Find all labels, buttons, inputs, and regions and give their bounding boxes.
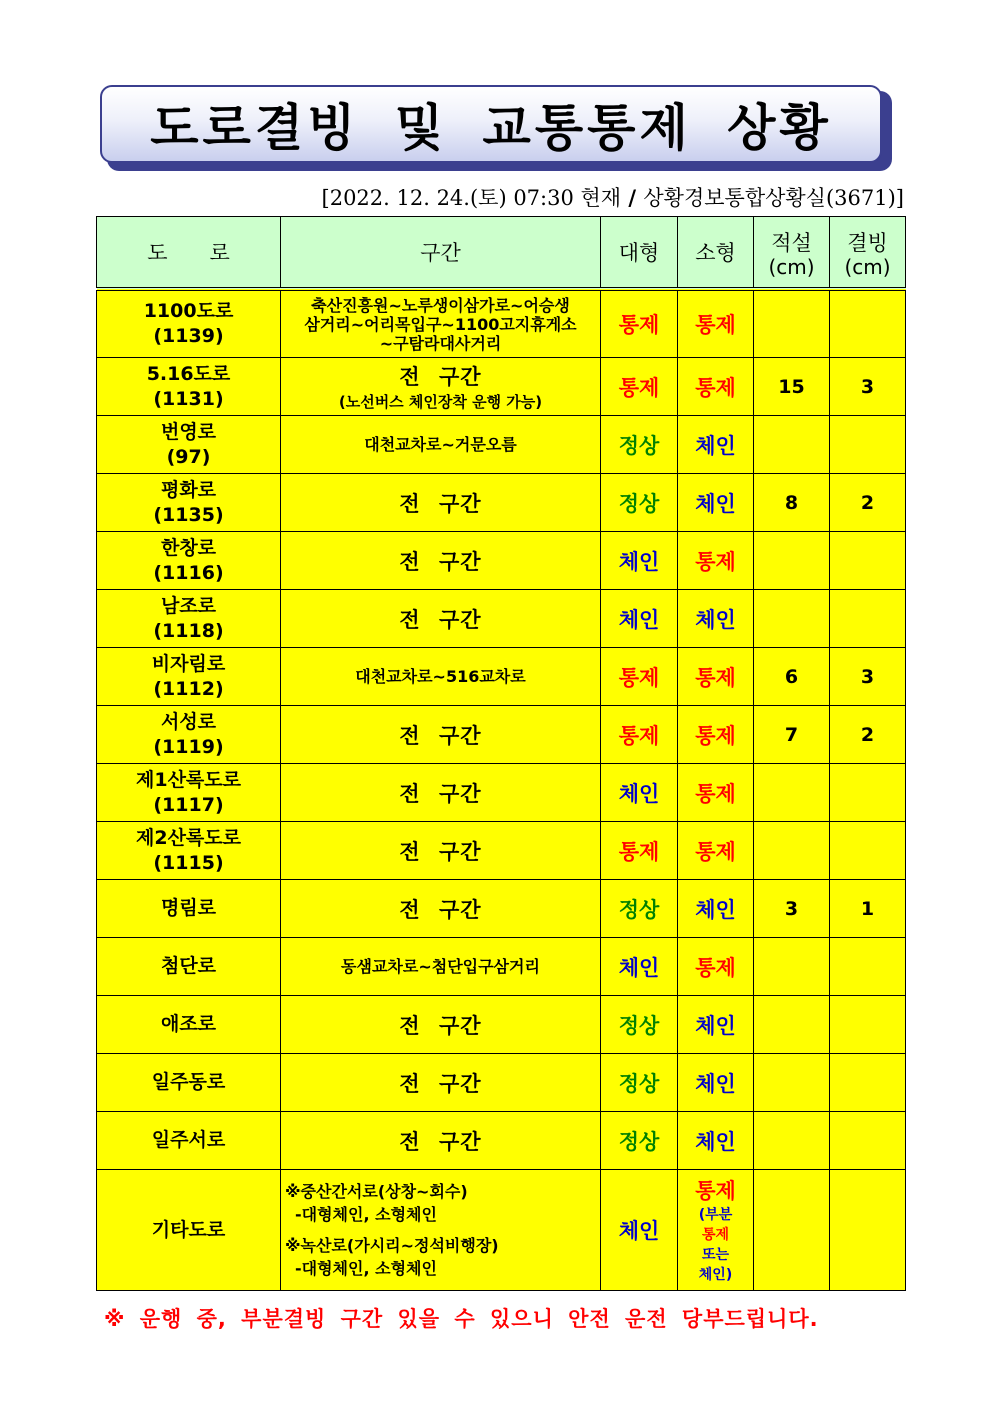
ice-depth bbox=[830, 532, 906, 590]
snow-depth: 7 bbox=[754, 706, 830, 764]
small-status-note: 체인) bbox=[698, 1267, 733, 1283]
section-line: -대형체인, 소형체인 bbox=[295, 1259, 437, 1278]
small-status: 통제 bbox=[678, 822, 754, 880]
road-name: 1100도로 bbox=[143, 300, 234, 322]
small-status: 체인 bbox=[678, 1054, 754, 1112]
small-status-note: (부분 bbox=[698, 1207, 733, 1223]
table-row bbox=[97, 474, 906, 532]
road-cell bbox=[97, 706, 281, 764]
large-status: 통제 bbox=[601, 648, 678, 706]
table-row bbox=[97, 880, 906, 938]
table-row bbox=[97, 416, 906, 474]
large-status: 체인 bbox=[601, 1170, 678, 1291]
road-cell: 명림로 bbox=[97, 880, 281, 938]
section-cell: 전 구간 bbox=[281, 1054, 601, 1112]
section-line: ※중산간서로(상창~회수) bbox=[285, 1182, 468, 1201]
road-code: (1115) bbox=[153, 851, 224, 874]
section-cell bbox=[281, 358, 601, 416]
section-cell: 대천교차로~거문오름 bbox=[281, 416, 601, 474]
ice-depth bbox=[830, 590, 906, 648]
small-status: 통제 bbox=[678, 648, 754, 706]
road-cell bbox=[97, 590, 281, 648]
section-note: (노선버스 체인장착 운행 가능) bbox=[338, 393, 543, 411]
road-code: (97) bbox=[166, 445, 211, 468]
snow-depth: 15 bbox=[754, 358, 830, 416]
dateline bbox=[96, 182, 904, 212]
table-row bbox=[97, 996, 906, 1054]
section-cell: 전 구간 bbox=[281, 474, 601, 532]
header-section: 구간 bbox=[281, 217, 601, 290]
section-cell: 전 구간 bbox=[281, 996, 601, 1054]
road-name: 번영로 bbox=[160, 420, 217, 443]
large-status: 체인 bbox=[601, 764, 678, 822]
snow-depth bbox=[754, 289, 830, 358]
road-name: 평화로 bbox=[160, 478, 217, 501]
large-status: 정상 bbox=[601, 996, 678, 1054]
table-row bbox=[97, 532, 906, 590]
road-code: (1119) bbox=[153, 735, 224, 758]
header-ice bbox=[830, 217, 906, 290]
road-code: (1135) bbox=[153, 503, 224, 526]
road-cell bbox=[97, 822, 281, 880]
table-row bbox=[97, 590, 906, 648]
road-cell: 기타도로 bbox=[97, 1170, 281, 1291]
section-cell: 전 구간 bbox=[281, 532, 601, 590]
ice-depth bbox=[830, 1112, 906, 1170]
header-snow-label: 적설 bbox=[771, 231, 812, 255]
section-cell: 동샘교차로~첨단입구삼거리 bbox=[281, 938, 601, 996]
safety-notice: ※ 운행 중, 부분결빙 구간 있을 수 있으니 안전 운전 당부드립니다. bbox=[104, 1307, 819, 1331]
road-cell bbox=[97, 416, 281, 474]
dateline-date: [2022. 12. 24.(토) 07:30 현재 bbox=[321, 186, 622, 210]
road-cell: 첨단로 bbox=[97, 938, 281, 996]
section-cell: 대천교차로~516교차로 bbox=[281, 648, 601, 706]
ice-depth bbox=[830, 289, 906, 358]
road-code: (1117) bbox=[153, 793, 224, 816]
road-code: (1112) bbox=[153, 677, 224, 700]
title-box bbox=[100, 85, 882, 163]
ice-depth bbox=[830, 938, 906, 996]
large-status: 정상 bbox=[601, 1054, 678, 1112]
large-status: 정상 bbox=[601, 416, 678, 474]
small-status-note: 통제 bbox=[701, 1227, 730, 1243]
large-status: 통제 bbox=[601, 706, 678, 764]
large-status: 정상 bbox=[601, 474, 678, 532]
snow-depth bbox=[754, 532, 830, 590]
ice-depth bbox=[830, 996, 906, 1054]
header-ice-label: 결빙 bbox=[847, 231, 888, 255]
ice-depth bbox=[830, 416, 906, 474]
snow-depth: 8 bbox=[754, 474, 830, 532]
ice-depth bbox=[830, 822, 906, 880]
section-cell: 전 구간 bbox=[281, 1112, 601, 1170]
table-row bbox=[97, 1170, 906, 1291]
section-line: 삼거리~어리목입구~1100고지휴게소 bbox=[304, 314, 577, 334]
road-status-table bbox=[96, 216, 906, 1291]
small-status-note: 또는 bbox=[701, 1247, 730, 1263]
section-gap bbox=[285, 1226, 600, 1234]
header-road: 도 로 bbox=[97, 217, 281, 290]
large-status: 통제 bbox=[601, 822, 678, 880]
ice-depth: 3 bbox=[830, 648, 906, 706]
road-name: 제1산록도로 bbox=[136, 768, 241, 791]
ice-depth: 3 bbox=[830, 358, 906, 416]
ice-depth bbox=[830, 764, 906, 822]
road-cell: 애조로 bbox=[97, 996, 281, 1054]
large-status: 정상 bbox=[601, 880, 678, 938]
large-status: 체인 bbox=[601, 532, 678, 590]
section-cell bbox=[281, 1170, 601, 1291]
snow-depth: 6 bbox=[754, 648, 830, 706]
table-row bbox=[97, 764, 906, 822]
small-status: 통제 bbox=[678, 938, 754, 996]
snow-depth bbox=[754, 822, 830, 880]
table-row bbox=[97, 1054, 906, 1112]
road-name: 한창로 bbox=[160, 536, 217, 559]
snow-depth bbox=[754, 996, 830, 1054]
road-name: 5.16도로 bbox=[146, 362, 231, 385]
ice-depth: 2 bbox=[830, 474, 906, 532]
large-status: 정상 bbox=[601, 1112, 678, 1170]
road-cell bbox=[97, 764, 281, 822]
snow-depth: 3 bbox=[754, 880, 830, 938]
snow-depth bbox=[754, 938, 830, 996]
header-ice-unit: (cm) bbox=[844, 255, 891, 279]
ice-depth bbox=[830, 1170, 906, 1291]
section-cell bbox=[281, 289, 601, 358]
section-cell: 전 구간 bbox=[281, 590, 601, 648]
road-code: (1139) bbox=[153, 325, 224, 347]
road-name: 서성로 bbox=[160, 710, 217, 733]
small-status: 체인 bbox=[678, 474, 754, 532]
road-cell bbox=[97, 358, 281, 416]
snow-depth bbox=[754, 590, 830, 648]
road-code: (1131) bbox=[153, 387, 224, 410]
header-snow bbox=[754, 217, 830, 290]
snow-depth bbox=[754, 1170, 830, 1291]
small-status: 체인 bbox=[678, 590, 754, 648]
ice-depth: 2 bbox=[830, 706, 906, 764]
small-status: 통제 bbox=[678, 358, 754, 416]
page-title: 도로결빙 및 교통통제 상황 bbox=[150, 99, 832, 157]
section-cell: 전 구간 bbox=[281, 764, 601, 822]
road-cell bbox=[97, 474, 281, 532]
header-large: 대형 bbox=[601, 217, 678, 290]
section-line: ※녹산로(가시리~정석비행장) bbox=[285, 1236, 499, 1255]
road-name: 제2산록도로 bbox=[136, 826, 241, 849]
table-row bbox=[97, 822, 906, 880]
header-snow-unit: (cm) bbox=[768, 255, 815, 279]
small-status: 체인 bbox=[678, 996, 754, 1054]
small-status-main: 통제 bbox=[695, 1179, 736, 1203]
large-status: 체인 bbox=[601, 590, 678, 648]
ice-depth bbox=[830, 1054, 906, 1112]
road-name: 남조로 bbox=[160, 594, 217, 617]
header-small: 소형 bbox=[678, 217, 754, 290]
table-row bbox=[97, 1112, 906, 1170]
small-status: 통제 bbox=[678, 706, 754, 764]
small-status: 체인 bbox=[678, 1112, 754, 1170]
large-status: 통제 bbox=[601, 289, 678, 358]
ice-depth: 1 bbox=[830, 880, 906, 938]
section-cell: 전 구간 bbox=[281, 880, 601, 938]
section-line: -대형체인, 소형체인 bbox=[295, 1205, 437, 1224]
section-line: ~구탐라대사거리 bbox=[379, 333, 502, 353]
road-cell bbox=[97, 289, 281, 358]
large-status: 체인 bbox=[601, 938, 678, 996]
table-row bbox=[97, 938, 906, 996]
table-row bbox=[97, 706, 906, 764]
small-status: 통제 bbox=[678, 289, 754, 358]
small-status: 체인 bbox=[678, 880, 754, 938]
large-status: 통제 bbox=[601, 358, 678, 416]
snow-depth bbox=[754, 764, 830, 822]
snow-depth bbox=[754, 1112, 830, 1170]
section-line: 축산진흥원~노루생이삼가로~어승생 bbox=[311, 295, 570, 315]
road-name: 비자림로 bbox=[151, 652, 226, 675]
section-cell: 전 구간 bbox=[281, 822, 601, 880]
table-row bbox=[97, 648, 906, 706]
road-code: (1116) bbox=[153, 561, 224, 584]
dateline-source: 상황경보통합상황실(3671)] bbox=[643, 186, 904, 210]
dateline-separator: / bbox=[621, 186, 644, 210]
small-status: 통제 bbox=[678, 532, 754, 590]
table-row bbox=[97, 289, 906, 358]
section-main: 전 구간 bbox=[399, 365, 482, 389]
header-row bbox=[97, 217, 906, 290]
small-status: 체인 bbox=[678, 416, 754, 474]
small-status: 통제 bbox=[678, 764, 754, 822]
snow-depth bbox=[754, 416, 830, 474]
road-cell bbox=[97, 532, 281, 590]
road-cell bbox=[97, 648, 281, 706]
road-code: (1118) bbox=[153, 619, 224, 642]
section-cell: 전 구간 bbox=[281, 706, 601, 764]
snow-depth bbox=[754, 1054, 830, 1112]
road-cell: 일주동로 bbox=[97, 1054, 281, 1112]
table-row bbox=[97, 358, 906, 416]
road-cell: 일주서로 bbox=[97, 1112, 281, 1170]
small-status bbox=[678, 1170, 754, 1291]
